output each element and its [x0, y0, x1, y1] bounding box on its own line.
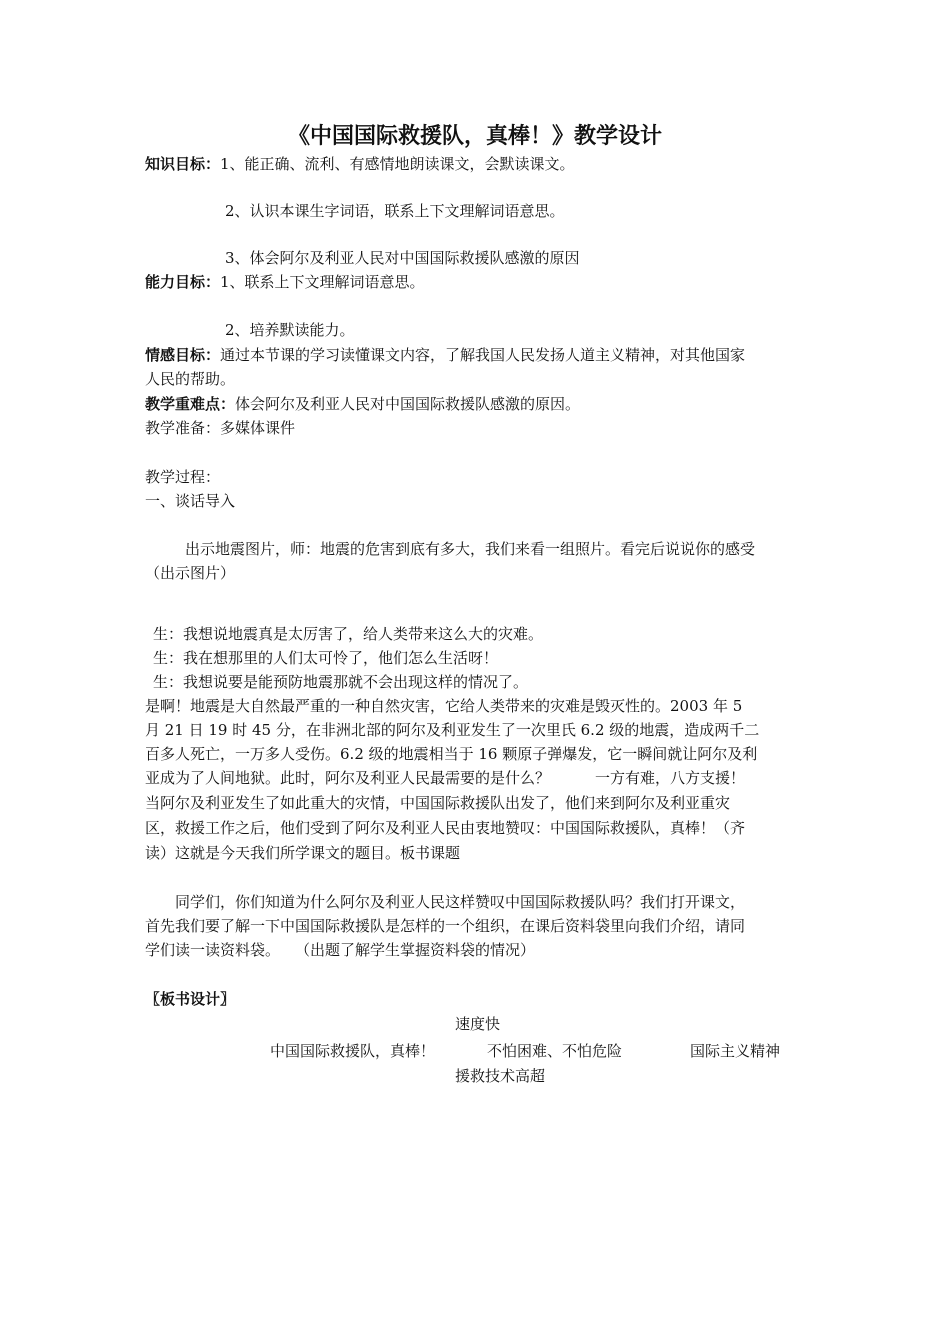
ability-item-2: 2、培养默读能力。 — [225, 321, 355, 339]
para-2-line-3: 学们读一读资料袋。 （出题了解学生掌握资料袋的情况） — [145, 941, 536, 959]
board-bottom-text: 援救技术高超 — [455, 1067, 546, 1085]
board-middle-text: 不怕困难、不怕危险 — [487, 1042, 623, 1060]
ability-item-1: 1、联系上下文理解词语意思。 — [220, 273, 425, 291]
student-answer-2: 生：我在想那里的人们太可怜了，他们怎么生活呀！ — [153, 649, 499, 667]
emotion-text-2: 人民的帮助。 — [145, 370, 236, 388]
student-answer-1: 生：我想说地震真是太厉害了，给人类带来这么大的灾难。 — [153, 625, 544, 643]
knowledge-item-3: 3、体会阿尔及利亚人民对中国国际救援队感激的原因 — [225, 249, 580, 267]
page-title: 《中国国际救援队，真棒！》教学设计 — [287, 124, 662, 149]
para-1-line-1: 是啊！地震是大自然最严重的一种自然灾害，它给人类带来的灾难是毁灭性的。2003 年 5 — [145, 697, 743, 715]
para-1-line-5: 当阿尔及利亚发生了如此重大的灾情，中国国际救援队出发了，他们来到阿尔及利亚重灾 — [145, 794, 731, 812]
board-left-text: 中国国际救援队，真棒！ — [270, 1042, 436, 1060]
key-points-text: 体会阿尔及利亚人民对中国国际救援队感激的原因。 — [235, 395, 581, 413]
ability-label: 能力目标： — [145, 273, 221, 291]
knowledge-item-2: 2、认识本课生字词语，联系上下文理解词语意思。 — [225, 202, 565, 220]
para-2-line-2: 首先我们要了解一下中国国际救援队是怎样的一个组织，在课后资料袋里向我们介绍，请同 — [145, 917, 746, 935]
intro-line-2: （出示图片） — [145, 564, 236, 582]
knowledge-objective-line-1 — [145, 154, 575, 174]
emotion-label: 情感目标： — [145, 346, 221, 364]
emotion-objective-line-1 — [145, 345, 745, 365]
para-1-line-6: 区，救援工作之后，他们受到了阿尔及利亚人民由衷地赞叹：中国国际救援队，真棒！（齐 — [145, 819, 746, 837]
para-1-line-7: 读）这就是今天我们所学课文的题目。板书课题 — [145, 844, 461, 862]
key-points-line — [145, 394, 580, 414]
knowledge-label: 知识目标： — [145, 155, 221, 173]
student-answer-3: 生：我想说要是能预防地震那就不会出现这样的情况了。 — [153, 673, 529, 691]
board-top-text: 速度快 — [455, 1015, 501, 1033]
para-1-line-4: 亚成为了人间地狱。此时，阿尔及利亚人民最需要的是什么？ 一方有难，八方支援！ — [145, 769, 746, 787]
teaching-preparation: 教学准备：多媒体课件 — [145, 419, 296, 437]
para-2-line-1: 同学们，你们知道为什么阿尔及利亚人民这样赞叹中国国际救援队吗？我们打开课文， — [175, 893, 746, 911]
board-right-text: 国际主义精神 — [690, 1042, 781, 1060]
knowledge-item-1: 1、能正确、流利、有感情地朗读课文，会默读课文。 — [220, 155, 575, 173]
board-design-heading: 〖板书设计〗 — [145, 990, 236, 1008]
process-heading: 教学过程： — [145, 468, 221, 486]
intro-line-1: 出示地震图片，师：地震的危害到底有多大，我们来看一组照片。看完后说说你的感受 — [185, 540, 756, 558]
ability-objective-line-1 — [145, 272, 425, 292]
emotion-text-1: 通过本节课的学习读懂课文内容，了解我国人民发扬人道主义精神，对其他国家 — [220, 346, 746, 364]
step-1-heading: 一、谈话导入 — [145, 492, 236, 510]
para-1-line-3: 百多人死亡，一万多人受伤。6.2 级的地震相当于 16 颗原子弹爆发，它一瞬间就让阿尔及利 — [145, 745, 758, 763]
para-1-line-2: 月 21 日 19 时 45 分，在非洲北部的阿尔及利亚发生了一次里氏 6.2 级的地震，造成两千二 — [145, 721, 760, 739]
key-points-label: 教学重难点： — [145, 395, 236, 413]
